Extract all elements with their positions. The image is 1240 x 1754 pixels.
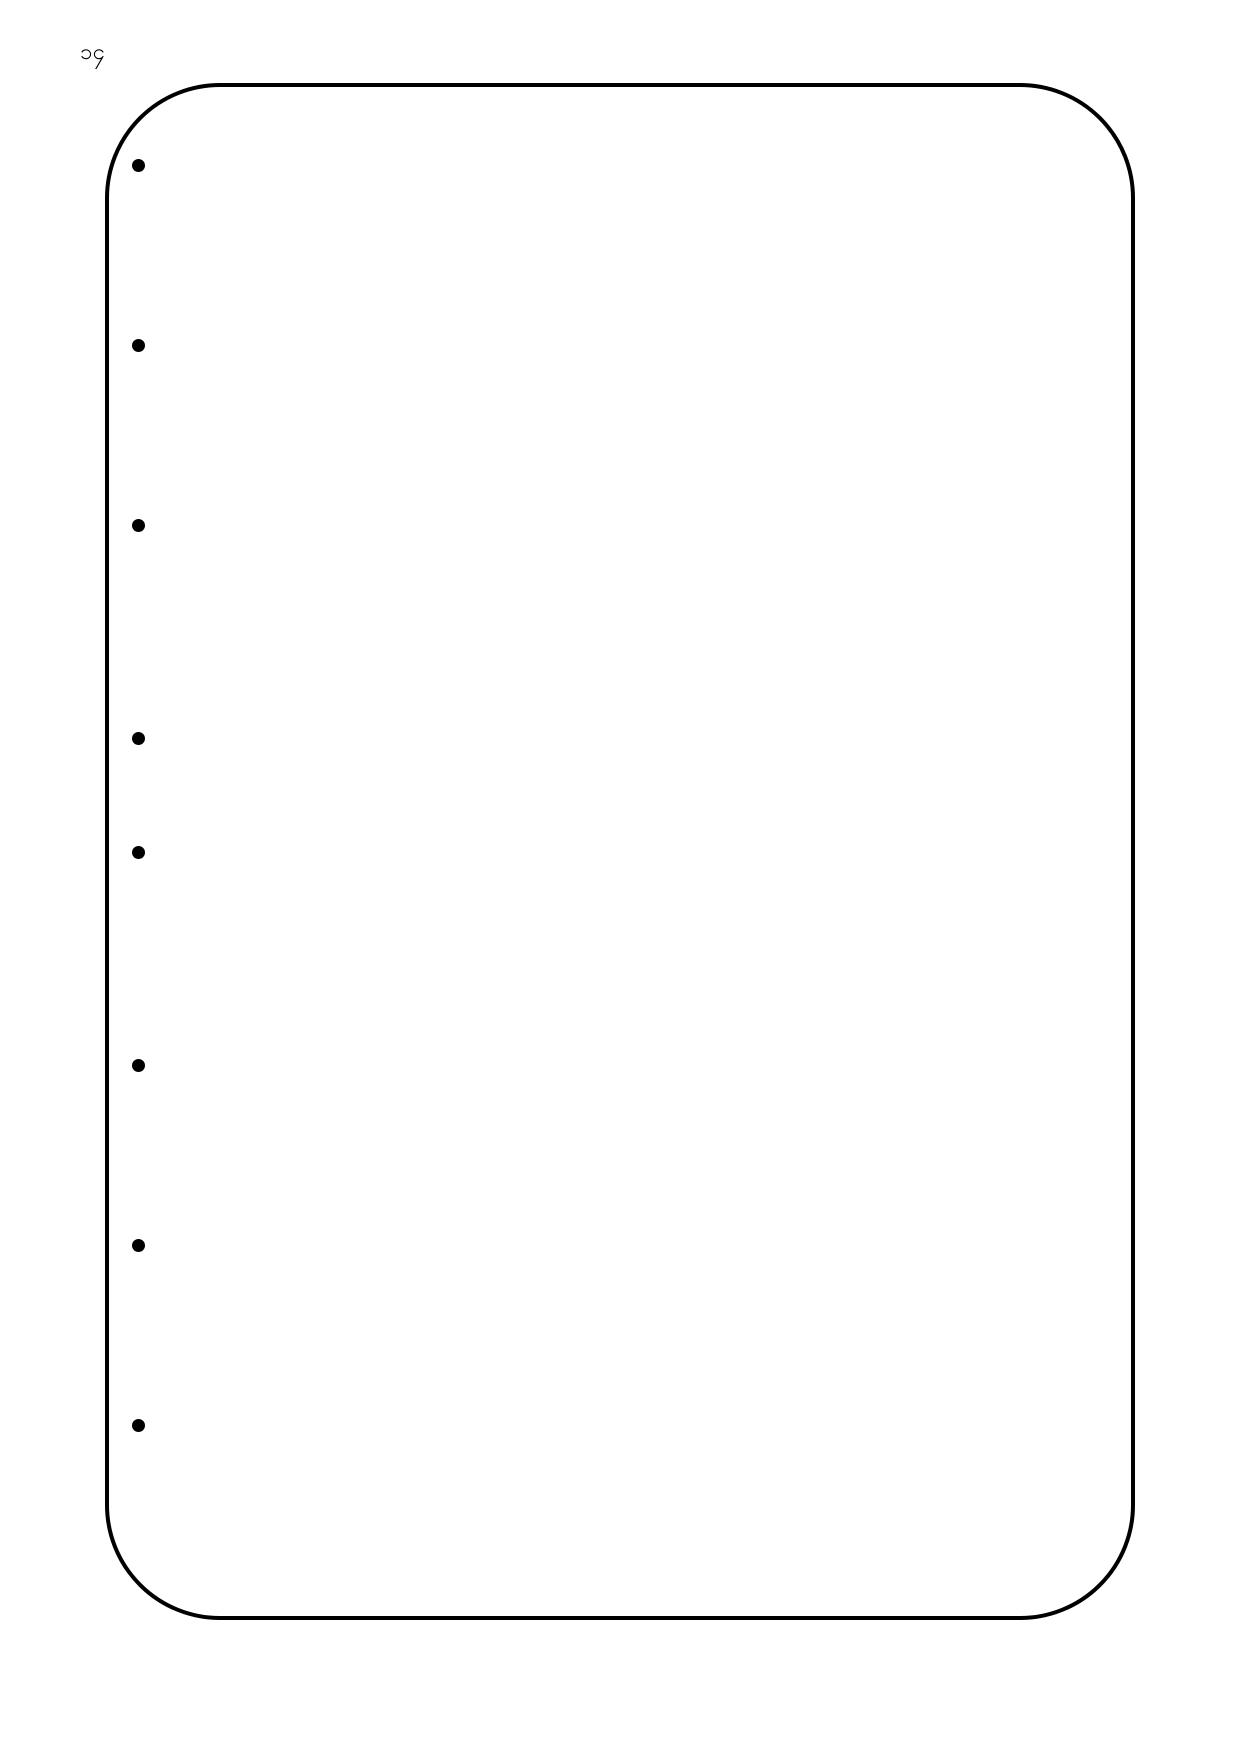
bullet-item bbox=[128, 1050, 1118, 1182]
bullet-icon bbox=[132, 339, 145, 352]
bullet-icon bbox=[132, 846, 145, 859]
bullet-item bbox=[128, 330, 1118, 462]
bullet-item bbox=[128, 837, 1118, 1002]
bullet-icon bbox=[132, 159, 145, 172]
bullet-icon bbox=[132, 1419, 145, 1432]
bullet-item bbox=[128, 1410, 1118, 1542]
bullet-icon bbox=[132, 519, 145, 532]
bullet-item bbox=[128, 1230, 1118, 1362]
bullet-icon bbox=[132, 1239, 145, 1252]
bullet-icon bbox=[132, 1059, 145, 1072]
bullet-icon bbox=[132, 732, 145, 745]
bullet-item bbox=[128, 723, 1118, 789]
bullet-list bbox=[128, 150, 1118, 1590]
bullet-item bbox=[128, 510, 1118, 675]
bullet-item bbox=[128, 150, 1118, 282]
page-number: ၁၄ bbox=[80, 40, 105, 65]
